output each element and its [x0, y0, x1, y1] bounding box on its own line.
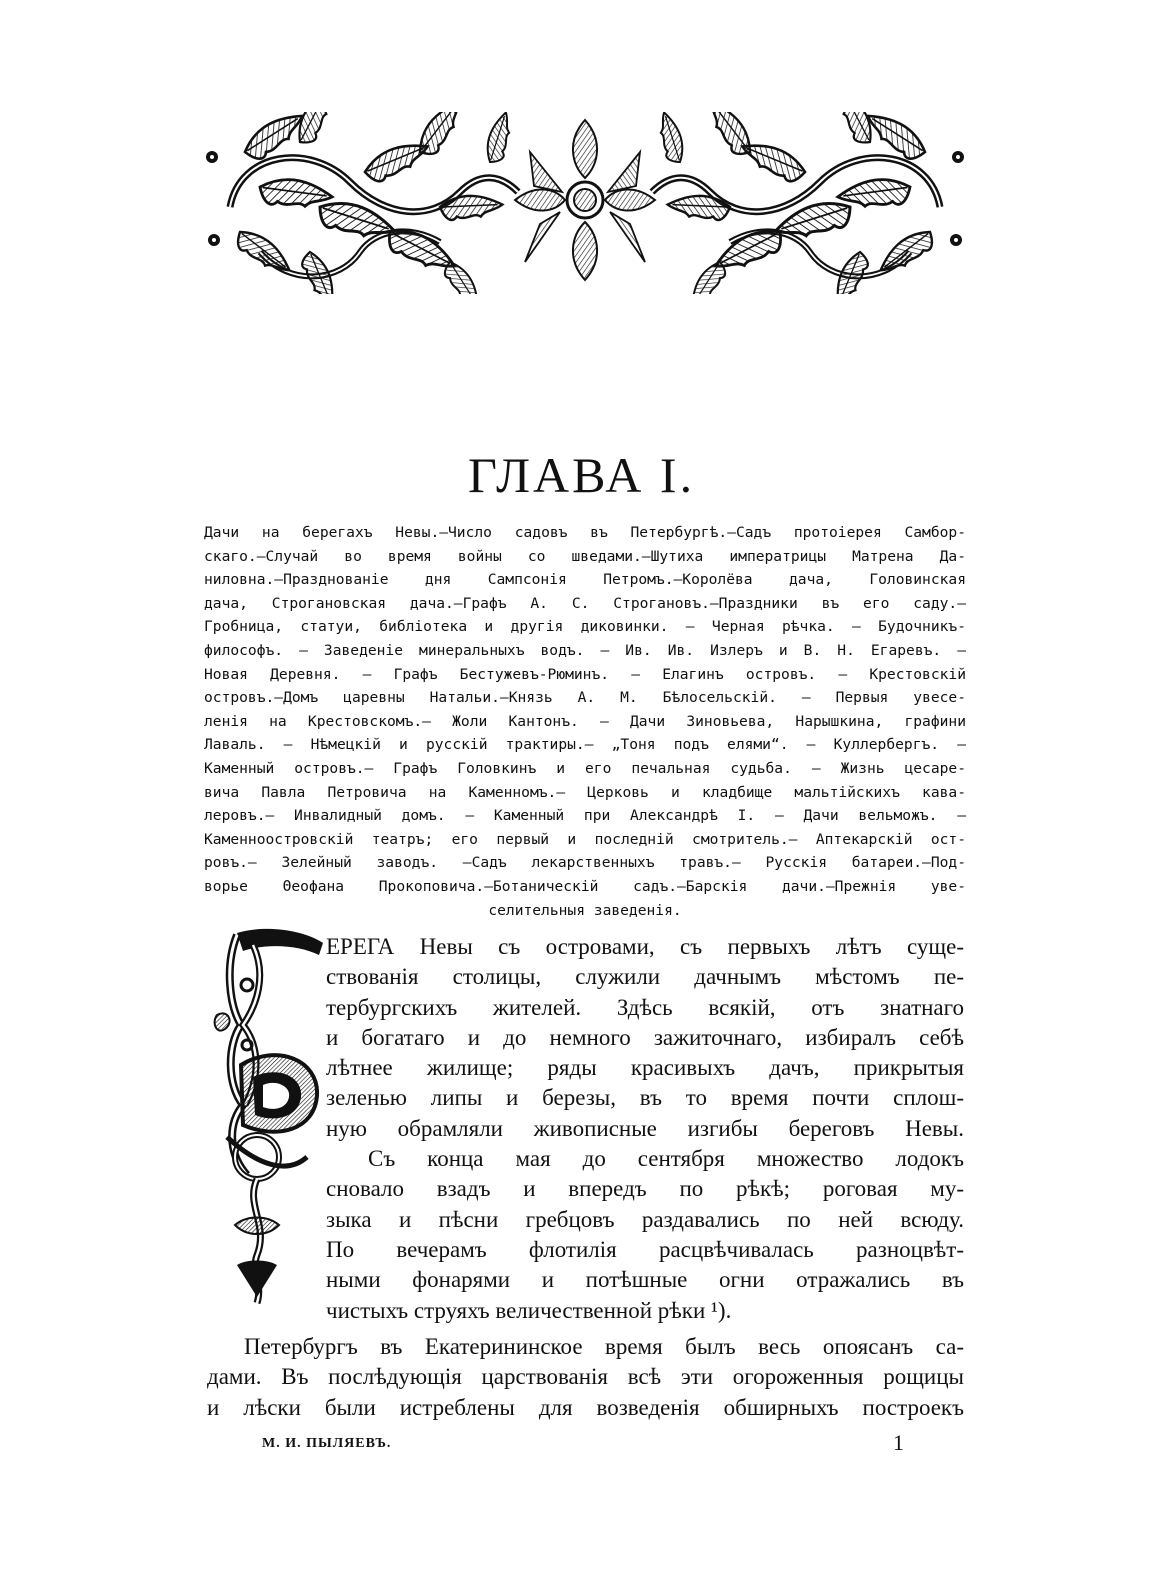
signature-mark: М. И. ПЫЛЯЕВЪ. — [262, 1436, 392, 1451]
text-line: Петербургъ въ Екатерининское время былъ весь опоясанъ са- — [244, 1334, 964, 1359]
text-line: Съ конца мая до сентября множество лодокъ — [368, 1146, 964, 1172]
summary-line: леровъ.— Инвалидный домъ. — Каменный при Александрѣ I. — Дачи вельможъ. — — [204, 807, 966, 825]
text-line: По вечерамъ флотилiя расцвѣчивалась разноцвѣт- — [326, 1236, 964, 1262]
summary-line: скаго.—Случай во время войны со шведами.—Шутиха императрицы Матрена Да- — [204, 547, 966, 565]
summary-line: дача, Строгановская дача.—Графъ А. С. Строгановъ.—Праздники въ его саду.— — [204, 594, 966, 612]
text-line: дами. Въ послѣдующiя царствованiя всѣ эти огороженныя рощицы — [207, 1364, 964, 1390]
ornate-initial-b-icon — [207, 925, 325, 1307]
summary-line: ворье Θеофана Прокоповича.—Ботаническiй садъ.—Барскiя дачи.—Прежнiя уве- — [204, 877, 966, 895]
text-line: и богатаго и до немного зажиточнаго, избиралъ себѣ — [326, 1024, 964, 1050]
summary-line: Дачи на берегахъ Невы.—Число садовъ въ Петербургѣ.—Садъ протоiерея Самбор- — [204, 524, 966, 541]
text-line: и лѣски были истреблены для возведенiя обширныхъ построекъ — [207, 1394, 964, 1420]
text-line: зыка и пѣсни гребцовъ раздавались по ней всюду. — [326, 1206, 964, 1232]
chapter-title: ГЛАВА I. — [467, 447, 696, 503]
text-line: зеленью липы и березы, въ то время почти сплош- — [326, 1085, 964, 1111]
summary-line: вича Павла Петровича на Каменномъ.— Церковь и кладбище мальтiйскихъ кава- — [204, 783, 966, 801]
chapter-summary — [204, 521, 966, 922]
summary-line: ниловна.—Празднованiе дня Сампсонiя Петромъ.—Королёва дача, Головинская — [204, 571, 966, 589]
summary-line: селительныя заведенiя. — [488, 901, 682, 919]
text-line: чистыхъ струяхъ величественной рѣки ¹). — [326, 1297, 732, 1323]
summary-line: философъ. — Заведенiе минеральныхъ водъ. — Ив. Ив. Излеръ и В. Н. Егаревъ. — — [204, 641, 966, 659]
text-line: лѣтнее жилище; ряды красивыхъ дачъ, прикрытыя — [326, 1055, 964, 1081]
summary-line: ленiя на Крестовскомъ.— Жоли Кантонъ. — Дачи Зиновьева, Нарышкина, графини — [204, 712, 966, 730]
summary-line: Новая Деревня. — Графъ Бестужевъ-Рюминъ. — Елагинъ островъ. — Крестовскiй — [204, 665, 966, 683]
floral-ornament-icon — [200, 112, 970, 294]
summary-line: Гробница, статуи, библiотека и другiя диковинки. — Черная рѣчка. — Будочникъ- — [204, 618, 966, 636]
summary-line: Лаваль. — Нѣмецкiй и русскiй трактиры.— „Тоня подъ елями“. — Куллербергъ. — — [204, 736, 966, 754]
summary-line: Каменный островъ.— Графъ Головкинъ и его печальная судьба. — Жизнь цесаре- — [204, 759, 966, 777]
summary-line: ровъ.— Зелейный заводъ. —Садъ лекарственныхъ травъ.— Русскiя батареи.—Под- — [204, 854, 966, 872]
page-number: 1 — [893, 1430, 904, 1455]
text-line: сновало взадъ и впередъ по рѣкѣ; роговая му- — [326, 1176, 964, 1202]
text-line: ную обрамляли живописные изгибы береговъ Невы. — [326, 1115, 964, 1141]
summary-line: островъ.—Домъ царевны Натальи.—Князь А. М. Бѣлосельскiй. — Первыя увесе- — [204, 689, 966, 707]
text-line: ЕРЕГА Невы съ островами, съ первыхъ лѣтъ суще- — [326, 934, 964, 959]
summary-line: Каменноостровскiй театръ; его первый и последнiй смотритель.— Аптекарскiй ост- — [204, 830, 966, 848]
ornamental-headpiece — [200, 112, 970, 294]
text-line: ствованiя столицы, служили дачнымъ мѣстомъ пе- — [326, 964, 964, 990]
page-footer — [0, 1430, 1163, 1466]
opening-paragraph — [326, 932, 964, 1326]
text-line: тербургскихъ жителей. Здѣсь всякiй, отъ знатнаго — [326, 994, 964, 1020]
second-paragraph — [207, 1332, 964, 1423]
text-line: ными фонарями и потѣшные огни отражались въ — [326, 1267, 964, 1293]
